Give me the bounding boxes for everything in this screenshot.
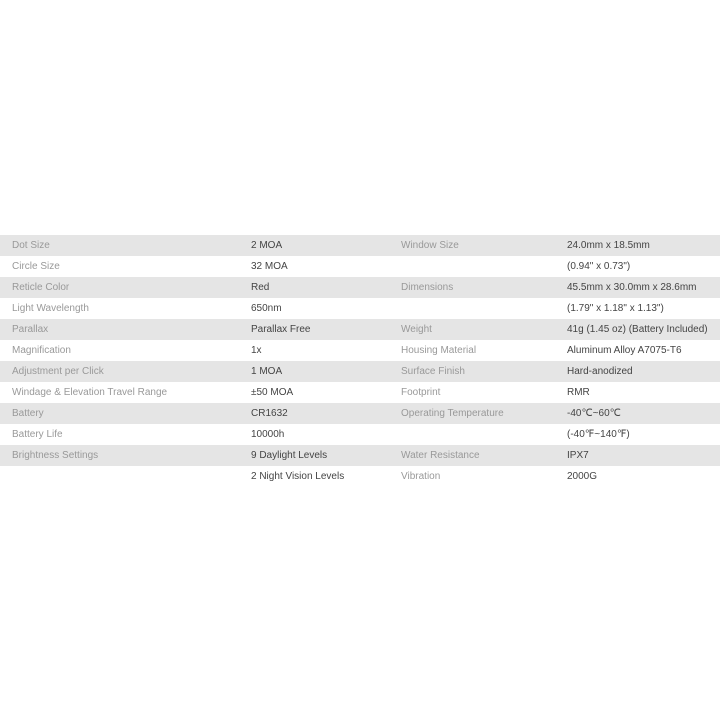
spec-label: Operating Temperature bbox=[401, 408, 504, 419]
spec-label: Vibration bbox=[401, 471, 441, 482]
spec-label: Battery bbox=[12, 408, 44, 419]
spec-value: (1.79" x 1.18" x 1.13") bbox=[567, 303, 664, 314]
spec-label: Dimensions bbox=[401, 282, 454, 293]
spec-label: Window Size bbox=[401, 240, 459, 251]
spec-value: 10000h bbox=[251, 429, 285, 440]
spec-value: 650nm bbox=[251, 303, 282, 314]
spec-label: Battery Life bbox=[12, 429, 63, 440]
spec-value: 1 MOA bbox=[251, 366, 283, 377]
spec-row bbox=[0, 424, 720, 445]
spec-label bbox=[401, 256, 567, 277]
spec-value: 32 MOA bbox=[251, 261, 288, 272]
spec-value: 1x bbox=[251, 345, 262, 356]
spec-value: 41g (1.45 oz) (Battery Included) bbox=[567, 324, 708, 335]
spec-label: Parallax bbox=[12, 324, 49, 335]
spec-label: Dot Size bbox=[12, 240, 50, 251]
spec-value: 24.0mm x 18.5mm bbox=[567, 240, 650, 251]
spec-label: Light Wavelength bbox=[12, 303, 89, 314]
spec-label: Reticle Color bbox=[12, 282, 70, 293]
spec-value: 9 Daylight Levels bbox=[251, 450, 328, 461]
spec-row bbox=[0, 256, 720, 277]
spec-label: Circle Size bbox=[12, 261, 60, 272]
spec-value: 2000G bbox=[567, 471, 598, 482]
spec-label: Housing Material bbox=[401, 345, 477, 356]
spec-row bbox=[0, 445, 720, 466]
spec-value: Aluminum Alloy A7075-T6 bbox=[567, 345, 682, 356]
spec-value: Hard-anodized bbox=[567, 366, 633, 377]
spec-label: Surface Finish bbox=[401, 366, 465, 377]
spec-row bbox=[0, 382, 720, 403]
spec-label: Windage & Elevation Travel Range bbox=[12, 387, 168, 398]
spec-table bbox=[0, 235, 720, 487]
spec-label: Adjustment per Click bbox=[12, 366, 104, 377]
spec-label bbox=[401, 298, 567, 319]
spec-value: 2 MOA bbox=[251, 240, 283, 251]
spec-label bbox=[0, 466, 251, 487]
spec-label: Magnification bbox=[12, 345, 71, 356]
spec-value: (0.94" x 0.73") bbox=[567, 261, 631, 272]
spec-value: ±50 MOA bbox=[251, 387, 294, 398]
spec-row bbox=[0, 403, 720, 424]
spec-value: CR1632 bbox=[251, 408, 288, 419]
spec-value: (-40℉~140℉) bbox=[567, 429, 630, 440]
spec-row bbox=[0, 466, 720, 487]
spec-value: -40℃~60℃ bbox=[567, 408, 621, 419]
spec-label: Water Resistance bbox=[401, 450, 480, 461]
spec-row bbox=[0, 340, 720, 361]
spec-label: Footprint bbox=[401, 387, 441, 398]
spec-row bbox=[0, 361, 720, 382]
spec-label bbox=[401, 424, 567, 445]
spec-value: Parallax Free bbox=[251, 324, 311, 335]
spec-row bbox=[0, 235, 720, 256]
spec-label: Weight bbox=[401, 324, 432, 335]
spec-value: 2 Night Vision Levels bbox=[251, 471, 345, 482]
spec-value: Red bbox=[251, 282, 270, 293]
spec-row bbox=[0, 277, 720, 298]
spec-row bbox=[0, 319, 720, 340]
spec-value: RMR bbox=[567, 387, 590, 398]
spec-row bbox=[0, 298, 720, 319]
spec-value: IPX7 bbox=[567, 450, 589, 461]
spec-label: Brightness Settings bbox=[12, 450, 99, 461]
spec-value: 45.5mm x 30.0mm x 28.6mm bbox=[567, 282, 697, 293]
